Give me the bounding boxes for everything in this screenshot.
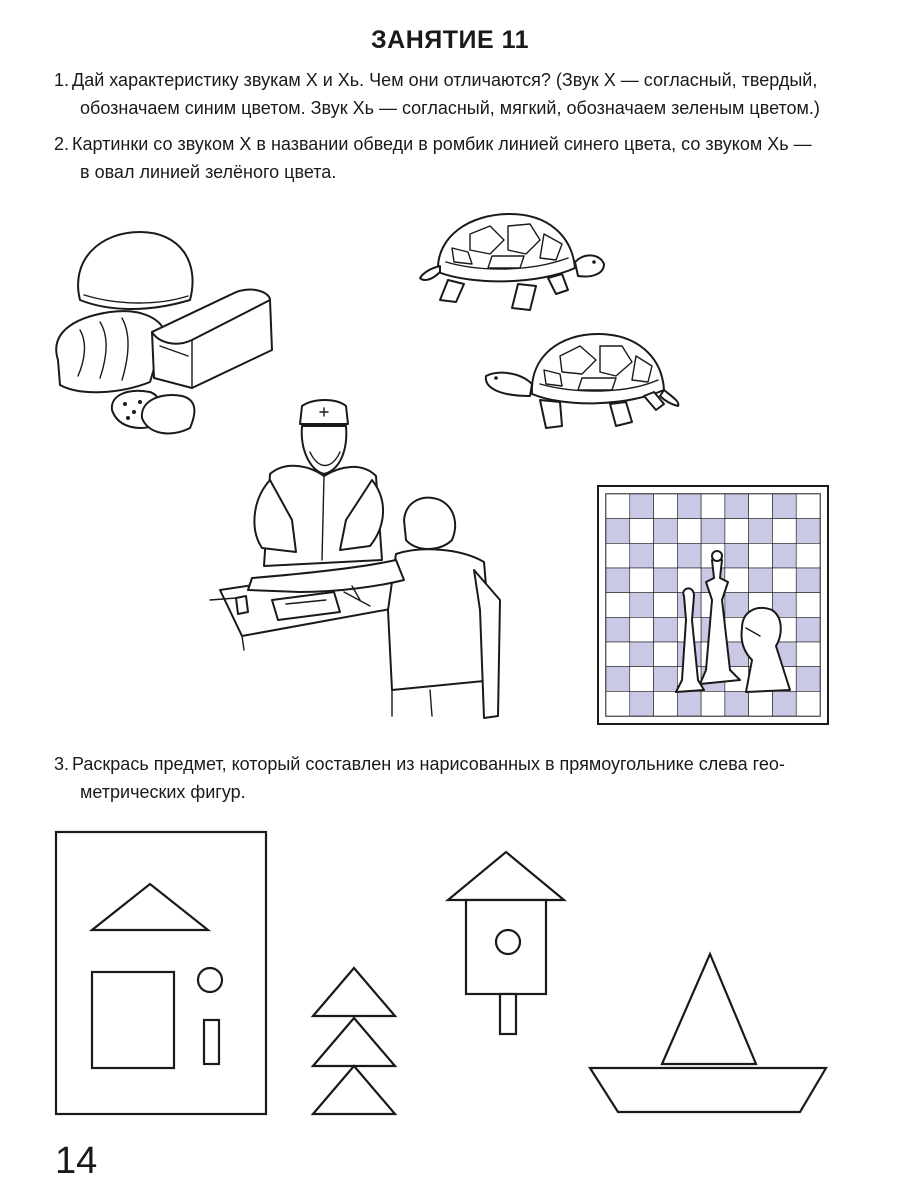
chess-square [654,543,678,568]
chess-square [701,519,725,544]
doctor-patient-illustration [210,400,500,718]
chess-square [725,691,749,716]
chess-square [654,691,678,716]
chess-square [654,519,678,544]
chess-square [772,691,796,716]
chess-square [630,519,654,544]
chess-square [654,494,678,519]
task-1-number: 1. [54,70,70,90]
task-3-line-1: Раскрась предмет, который составлен из нарисованных в прямоугольнике слева гео- [72,754,785,774]
chessboard-illustration [598,486,828,724]
chess-square [749,568,773,593]
chess-square [606,519,630,544]
task-2-line-2: в овал линией зелёного цвета. [80,162,337,182]
chess-square [606,667,630,692]
turtle-illustration [486,334,679,428]
chess-square [796,667,820,692]
chess-square [725,519,749,544]
chess-square [725,494,749,519]
lesson-title: ЗАНЯТИЕ 11 [370,26,530,54]
chess-square [772,568,796,593]
page-number: 14 [55,1140,98,1182]
chess-square [796,617,820,642]
chess-square [630,543,654,568]
chess-square [725,543,749,568]
chess-square [606,691,630,716]
chess-square [606,494,630,519]
chess-square [630,642,654,667]
chess-square [749,519,773,544]
chess-square [654,568,678,593]
chess-square [701,494,725,519]
chess-square [796,568,820,593]
birdhouse-figure[interactable] [448,852,564,1034]
chess-square [796,691,820,716]
chess-square [654,667,678,692]
chess-square [772,494,796,519]
boat-figure[interactable] [590,954,826,1112]
chess-square [630,691,654,716]
chess-square [677,543,701,568]
chess-square [725,568,749,593]
chess-square [701,691,725,716]
chess-square [630,568,654,593]
chess-square [772,543,796,568]
chess-square [796,543,820,568]
chess-square [606,568,630,593]
task-3-line-2: метрических фигур. [80,782,246,802]
chess-square [749,543,773,568]
chess-square [654,642,678,667]
chess-square [796,494,820,519]
task-1-line-1: Дай характеристику звукам Х и Хь. Чем они отличаются? (Звук Х — согласный, твердый, [72,70,818,90]
chess-square [654,617,678,642]
chess-square [654,593,678,618]
chess-square [630,494,654,519]
chess-square [749,494,773,519]
chess-square [677,519,701,544]
chess-square [796,642,820,667]
fir-tree-figure[interactable] [313,968,395,1114]
chess-square [630,617,654,642]
bread-illustration [56,232,272,433]
chess-square [606,642,630,667]
chess-square [772,519,796,544]
chess-square [796,519,820,544]
chess-square [606,593,630,618]
shape-key-frame [56,832,266,1114]
chess-square [677,691,701,716]
task-2-number: 2. [54,134,70,154]
task-1-line-2: обозначаем синим цветом. Звук Хь — согласный, мягкий, обозначаем зеленым цветом.) [80,98,820,118]
chess-square [630,593,654,618]
chess-square [749,691,773,716]
task-2-line-1: Картинки со звуком Х в названии обведи в ромбик линией синего цвета, со звуком Хь — [72,134,812,154]
chess-square [796,593,820,618]
task-3-number: 3. [54,754,70,774]
chess-square [677,494,701,519]
turtle-illustration [420,214,604,310]
chess-square [630,667,654,692]
chess-square [606,543,630,568]
chess-square [725,593,749,618]
chess-square [606,617,630,642]
